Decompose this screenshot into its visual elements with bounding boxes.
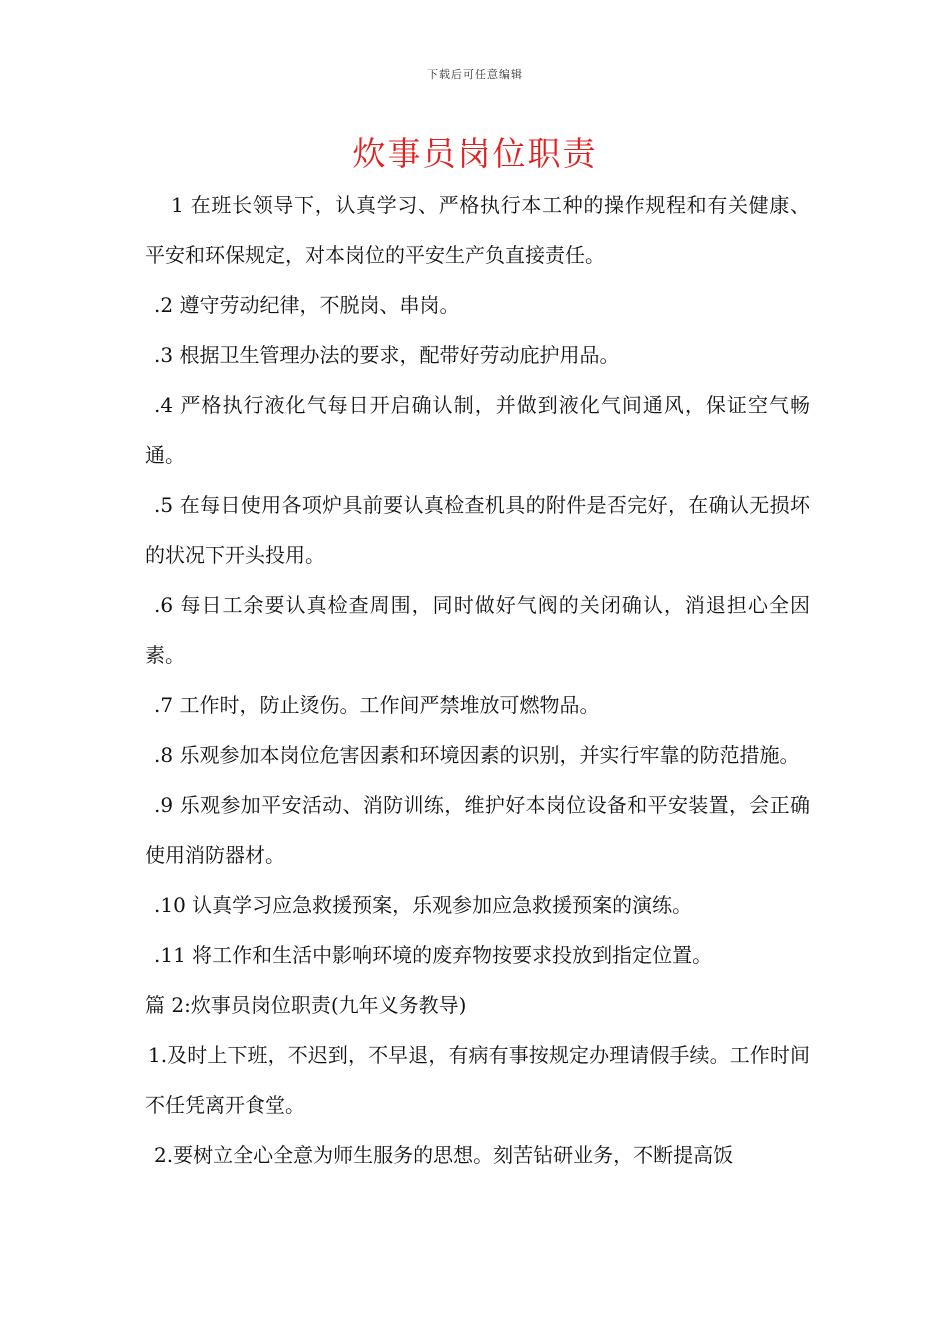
paragraph-12: 1.及时上下班，不迟到，不早退，有病有事按规定办理请假手续。工作时间不任凭离开食堂。: [145, 1043, 810, 1117]
paragraph-9: .9 乐观参加平安活动、消防训练，维护好本岗位设备和平安装置，会正确使用消防器材。: [145, 793, 810, 867]
paragraph-11: .11 将工作和生活中影响环境的废弃物按要求投放到指定位置。: [154, 943, 713, 967]
paragraph-5: .5 在每日使用各项炉具前要认真检查机具的附件是否完好，在确认无损坏的状况下开头投用。: [145, 493, 810, 567]
document-body: [145, 180, 810, 1180]
paragraph-4: .4 严格执行液化气每日开启确认制，并做到液化气间通风，保证空气畅通。: [145, 393, 810, 467]
paragraph-3: .3 根据卫生管理办法的要求，配带好劳动庇护用品。: [154, 343, 620, 367]
paragraph-7: .7 工作时，防止烫伤。工作间严禁堆放可燃物品。: [154, 693, 600, 717]
paragraph-10: .10 认真学习应急救援预案，乐观参加应急救援预案的演练。: [154, 893, 693, 917]
paragraph-8: .8 乐观参加本岗位危害因素和环境因素的识别，并实行牢靠的防范措施。: [154, 743, 800, 767]
paragraph-6: .6 每日工余要认真检查周围，同时做好气阀的关闭确认，消退担心全因素。: [145, 593, 810, 667]
document-title: 炊事员岗位职责: [352, 134, 598, 173]
paragraph-2: .2 遵守劳动纪律，不脱岗、串岗。: [154, 293, 460, 317]
paragraph-13: 2.要树立全心全意为师生服务的思想。刻苦钻研业务，不断提高饭: [154, 1143, 734, 1167]
header-note: 下载后可任意编辑: [427, 68, 523, 81]
paragraph-1: 1 在班长领导下，认真学习、严格执行本工种的操作规程和有关健康、平安和环保规定，对本岗位的平安生产负直接责任。: [145, 193, 810, 267]
section-heading: 篇 2:炊事员岗位职责(九年义务教导): [145, 993, 467, 1017]
